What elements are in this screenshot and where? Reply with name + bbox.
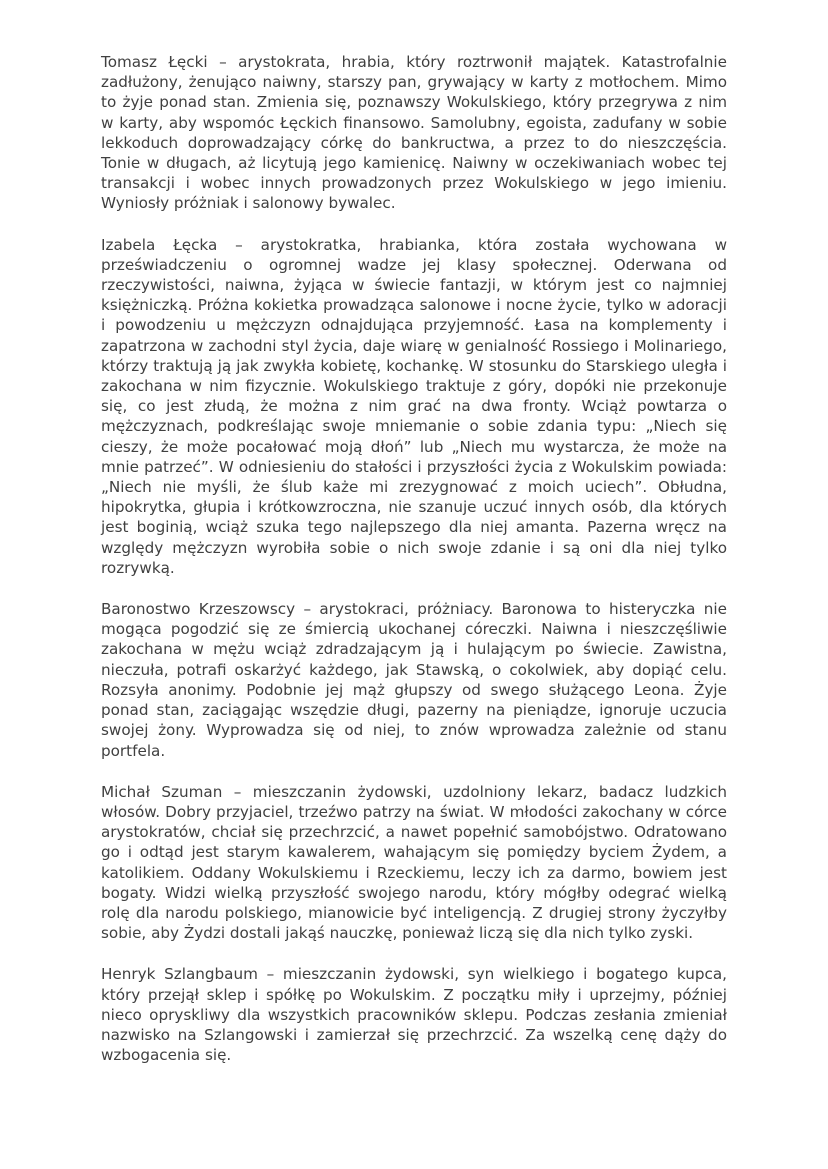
paragraph-izabela-lecka: Izabela Łęcka – arystokratka, hrabianka, która została wychowana w przeświadczeniu o ogromnej wadze jej klasy społecznej. Oderwana od rzeczywistości, naiwna, żyjąca w świecie fantazji, w którym jest co najmniej księżniczką. Próżna kokietka prowadząca salonowe i nocne życie, tylko w adoracji i powodzeniu u mężczyzn odnajdująca przyjemność. Łasa na komplementy i zapatrzona w zachodni styl życia, daje wiarę w genialność Rossiego i Molinariego, którzy traktują ją jak zwykła kobietę, kochankę. W stosunku do Starskiego uległa i zakochana w nim fizycznie. Wokulskiego traktuje z góry, dopóki nie przekonuje się, co jest złudą, że można z nim grać na dwa fronty. Wciąż powtarza o mężczyznach, podkreślając swoje mniemanie o sobie zdania typu: „Niech się cieszy, że może pocałować moją dłoń” lub „Niech mu wystarcza, że może na mnie patrzeć”. W odniesieniu do stałości i przyszłości życia z Wokulskim powiada: „Niech nie myśli, że ślub każe mi zrezygnować z moich uciech”. Obłudna, hipokrytka, głupia i krótkowzroczna, nie szanuje uczuć innych osób, dla których jest boginią, wciąż szuka tego najlepszego dla niej amanta. Pazerna wręcz na względy mężczyzn wyrobiła sobie o nich swoje zdanie i są oni dla niej tylko rozrywką. bbox=[101, 235, 727, 577]
paragraph-henryk-szlangbaum: Henryk Szlangbaum – mieszczanin żydowski, syn wielkiego i bogatego kupca, który przejął sklep i spółkę po Wokulskim. Z początku miły i uprzejmy, później nieco opryskliwy dla wszystkich pracowników sklepu. Podczas zesłania zmieniał nazwisko na Szlangowski i zamierzał się przechrzcić. Za wszelką cenę dąży do wzbogacenia się. bbox=[101, 965, 727, 1065]
paragraph-michal-szuman: Michał Szuman – mieszczanin żydowski, uzdolniony lekarz, badacz ludzkich włosów. Dobry przyjaciel, trzeźwo patrzy na świat. W młodości zakochany w córce arystokratów, chciał się przechrzcić, a nawet popełnić samobójstwo. Odratowano go i odtąd jest starym kawalerem, wahającym się pomiędzy byciem Żydem, a katolikiem. Oddany Wokulskiemu i Rzeckiemu, leczy ich za darmo, bowiem jest bogaty. Widzi wielką przyszłość swojego narodu, który mógłby odegrać wielką rolę dla narodu polskiego, mianowicie być inteligencją. Z drugiej strony życzyłby sobie, aby Żydzi dostali jakąś nauczkę, ponieważ liczą się dla nich tylko zyski. bbox=[101, 782, 727, 943]
paragraph-baronostwo-krzeszowscy: Baronostwo Krzeszowscy – arystokraci, próżniacy. Baronowa to histeryczka nie mogąca pogodzić się ze śmiercią ukochanej córeczki. Naiwna i nieszczęśliwie zakochana w mężu wciąż zdradzającym ją i hulającym po świecie. Zawistna, nieczuła, potrafi oskarżyć każdego, jak Stawską, o cokolwiek, aby dopiąć celu. Rozsyła anonimy. Podobnie jej mąż głupszy od swego służącego Leona. Żyje ponad stan, zaciągając wszędzie długi, pazerny na pieniądze, ignoruje uczucia swojej żony. Wyprowadza się od niej, to znów wprowadza zależnie od stanu portfela. bbox=[101, 600, 727, 760]
paragraph-tomasz-lecki: Tomasz Łęcki – arystokrata, hrabia, który roztrwonił majątek. Katastrofalnie zadłużony, żenująco naiwny, starszy pan, grywający w karty z motłochem. Mimo to żyje ponad stan. Zmienia się, poznawszy Wokulskiego, który przegrywa z nim w karty, aby wspomóc Łęckich finansowo. Samolubny, egoista, zadufany w sobie lekkoduch doprowadzający córkę do bankructwa, a przez to do nieszczęścia. Tonie w długach, aż licytują jego kamienicę. Naiwny w oczekiwaniach wobec tej transakcji i wobec innych prowadzonych przez Wokulskiego w jego imieniu. Wyniosły próżniak i salonowy bywalec. bbox=[101, 53, 727, 213]
document-page bbox=[101, 52, 727, 1086]
